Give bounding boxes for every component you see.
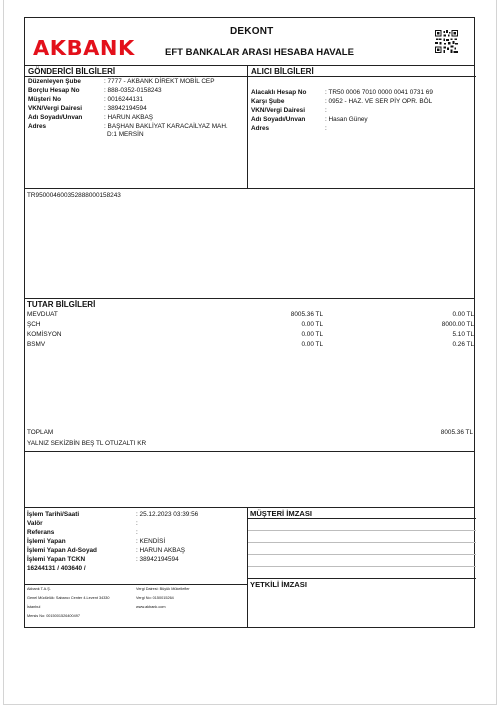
transaction-section [25, 508, 474, 627]
receiver-fields [251, 89, 473, 139]
sender-customer-no-label: Müşteri No [28, 96, 62, 103]
receiver-name-value: : Hasan Güney [325, 116, 368, 123]
tx-value-date-label: Valör [27, 520, 43, 527]
signature-line [248, 519, 476, 531]
bank-website: www.akbank.com [136, 605, 166, 609]
sender-branch-label: Düzenleyen Şube [28, 78, 81, 85]
tx-datetime-label: İşlem Tarihi/Saati [27, 511, 80, 518]
tx-reference-value: : [136, 529, 138, 536]
receiver-tax-value: : [325, 107, 327, 114]
amount-col1: 8005.36 TL [290, 311, 323, 318]
receiver-name-label: Adı Soyadı/Unvan [251, 116, 306, 123]
bank-mersis-no: Mersis No: 0015001526400497 [27, 614, 80, 618]
party-info [25, 66, 474, 189]
sender-address-line2: D:1 MERSİN [107, 131, 144, 138]
amount-col2: 5.10 TL [452, 331, 474, 338]
transaction-fields [25, 511, 248, 583]
sender-title: GÖNDERİCİ BİLGİLERİ [25, 66, 247, 77]
tx-reference-label: Referans [27, 529, 55, 536]
tx-performer-name-label: İşlemi Yapan Ad-Soyad [27, 547, 97, 554]
customer-signature-title: MÜŞTERİ İMZASI [248, 508, 476, 519]
signature-section [248, 508, 476, 627]
total-label: TOPLAM [27, 429, 54, 436]
total-in-words: YALNIZ SEKİZBİN BEŞ TL OTUZALTI KR [27, 440, 147, 447]
receiver-tax-label: VKN/Vergi Dairesi [251, 107, 305, 114]
receiver-iban-label: Alacaklı Hesap No [251, 89, 307, 96]
receipt-document [24, 17, 475, 628]
tx-performer-tckn-value: : 38942194594 [136, 556, 179, 563]
amount-col1: 0.00 TL [301, 321, 323, 328]
sender-tax-label: VKN/Vergi Dairesi [28, 105, 82, 112]
bank-hq-address: Genel Müdürlük: Sabancı Center 4.Levent 34330 [27, 596, 110, 600]
receipt-header [25, 18, 474, 66]
akbank-logo: AKBANK [33, 36, 135, 60]
tx-trace-code: 16244131 / 403640 / [27, 565, 86, 572]
receiver-address-value: : [325, 125, 327, 132]
amount-section [25, 299, 474, 452]
signature-line [248, 567, 476, 579]
sender-branch-value: : 7777 - AKBANK DİREKT MOBİL CEP [104, 78, 215, 85]
amount-row [27, 321, 474, 330]
tx-datetime-value: : 25.12.2023 03:39:56 [136, 511, 199, 518]
document-title: DEKONT [230, 26, 274, 37]
signature-line [248, 543, 476, 555]
amount-col2: 0.26 TL [452, 341, 474, 348]
tx-performer-value: : KENDİSİ [136, 538, 166, 545]
sender-account-label: Borçlu Hesap No [28, 87, 80, 94]
amount-label: KOMİSYON [27, 331, 62, 338]
amount-title: TUTAR BİLGİLERİ [27, 300, 96, 309]
amount-row [27, 331, 474, 340]
signature-line [248, 555, 476, 567]
bank-tax-office: Vergi Dairesi: Büyük Mükellefler [136, 587, 190, 591]
bank-info-left [27, 585, 110, 621]
amount-col1: 0.00 TL [301, 331, 323, 338]
bank-info-right [136, 585, 190, 612]
amount-label: MEVDUAT [27, 311, 58, 318]
sender-address-label: Adres [28, 123, 47, 130]
sender-fields [28, 78, 246, 148]
tx-performer-label: İşlemi Yapan [27, 538, 66, 545]
sender-name-value: : HARUN AKBAŞ [104, 114, 154, 121]
sender-customer-no-value: : 0016244131 [104, 96, 144, 103]
amount-row [27, 341, 474, 350]
amount-row [27, 311, 474, 320]
amount-col2: 8000.00 TL [441, 321, 474, 328]
bank-name: Akbank T.A.Ş. [27, 587, 51, 591]
amount-label: BSMV [27, 341, 46, 348]
receiver-branch-label: Karşı Şube [251, 98, 285, 105]
receiver-section [248, 66, 476, 189]
blank-area [25, 452, 474, 508]
tx-value-date-value: : [136, 520, 138, 527]
receiver-iban-value: : TR50 0006 7010 0000 0041 0731 69 [325, 89, 433, 96]
sender-tax-value: : 38942194594 [104, 105, 147, 112]
amount-col1: 0.00 TL [301, 341, 323, 348]
tx-performer-tckn-label: İşlemi Yapan TCKN [27, 556, 86, 563]
receiver-address-label: Adres [251, 125, 270, 132]
receiver-branch-value: : 0952 - HAZ. VE SER PİY OPR. BÖL [325, 98, 433, 105]
receiver-title: ALICI BİLGİLERİ [248, 66, 476, 77]
document-subtitle: EFT BANKALAR ARASI HESABA HAVALE [165, 47, 354, 58]
transaction-details [25, 508, 248, 627]
tx-performer-name-value: : HARUN AKBAŞ [136, 547, 186, 554]
sender-address-value: : BAŞHAN BAKLİYAT KARACAİLYAZ MAH. [104, 123, 228, 130]
bank-tax-no: Vergi No: 0150015264 [136, 596, 174, 600]
bank-city: İstanbul [27, 605, 41, 609]
qr-code-icon [435, 30, 458, 53]
authorized-signature-title: YETKİLİ İMZASI [250, 580, 307, 589]
sender-account-value: : 888-0352-0158243 [104, 87, 162, 94]
amount-label: ŞCH [27, 321, 41, 328]
sender-name-label: Adı Soyadı/Unvan [28, 114, 83, 121]
signature-line [248, 531, 476, 543]
amount-col2: 0.00 TL [452, 311, 474, 318]
sender-section [25, 66, 248, 189]
transfer-description: TR950004600352888000158243 [25, 189, 474, 299]
total-value: 8005.36 TL [440, 429, 473, 436]
